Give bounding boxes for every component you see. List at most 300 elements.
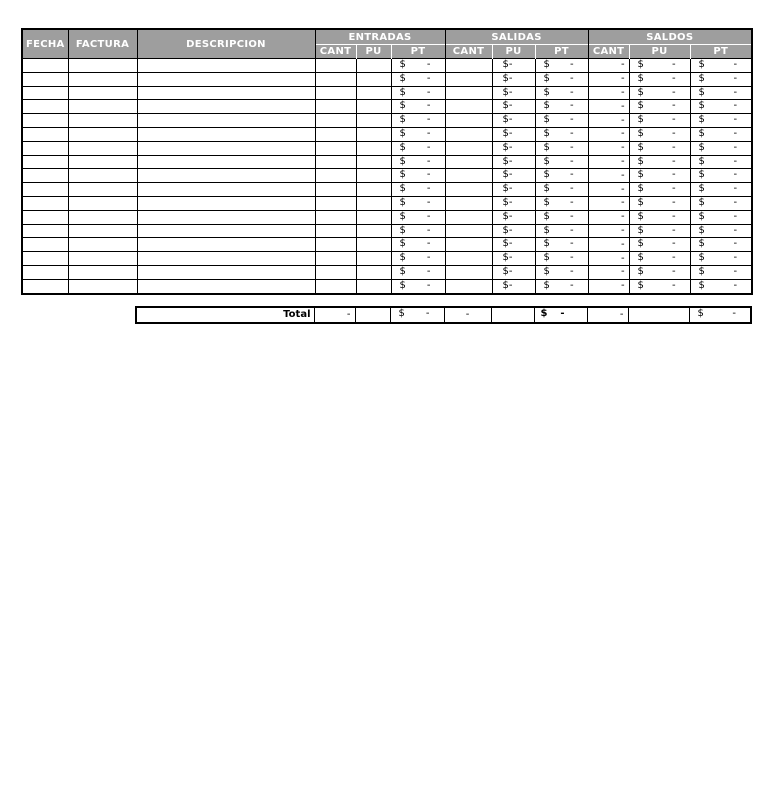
- cell-entradas-pt: [391, 155, 445, 169]
- cell-salidas-pu[interactable]: [492, 210, 535, 224]
- currency-symbol: $: [543, 114, 550, 126]
- currency-symbol: $: [698, 141, 705, 153]
- amount: -: [569, 169, 574, 181]
- cell-fecha[interactable]: [22, 279, 68, 293]
- cell-salidas-pu[interactable]: [492, 114, 535, 128]
- table-row: [22, 265, 752, 279]
- currency-symbol: $: [543, 252, 550, 264]
- cell-saldos-pt: [690, 196, 752, 210]
- amount: -: [426, 72, 431, 84]
- cell-fecha[interactable]: [22, 265, 68, 279]
- cell-descripcion[interactable]: [137, 252, 315, 266]
- cell-entradas-pt: [391, 114, 445, 128]
- cell-entradas-pt: [391, 100, 445, 114]
- currency-symbol: $: [399, 141, 406, 153]
- cell-entradas-pu[interactable]: [356, 141, 391, 155]
- cell-salidas-pt: [535, 238, 588, 252]
- amount: -: [508, 265, 513, 277]
- cell-saldos-pu: [629, 196, 690, 210]
- currency-symbol: $: [543, 196, 550, 208]
- cell-entradas-pu[interactable]: [356, 183, 391, 197]
- amount: -: [671, 155, 676, 167]
- cell-descripcion[interactable]: [137, 183, 315, 197]
- currency-symbol: $: [502, 252, 509, 264]
- cell-entradas-pt: [391, 224, 445, 238]
- amount: -: [560, 308, 565, 319]
- cell-saldos-pu: [629, 183, 690, 197]
- cell-saldos-pt: [690, 155, 752, 169]
- cell-factura[interactable]: [68, 210, 137, 224]
- amount: -: [426, 279, 431, 291]
- currency-symbol: $: [543, 210, 550, 222]
- cell-entradas-cant[interactable]: [315, 155, 356, 169]
- cell-saldos-cant: -: [588, 224, 629, 238]
- currency-symbol: $: [502, 100, 509, 112]
- currency-symbol: $: [399, 86, 406, 98]
- cell-saldos-pu: [629, 265, 690, 279]
- cell-fecha[interactable]: [22, 238, 68, 252]
- table-row: [22, 114, 752, 128]
- amount: -: [569, 59, 574, 70]
- cell-entradas-cant[interactable]: [315, 238, 356, 252]
- cell-salidas-cant[interactable]: [445, 114, 492, 128]
- currency-symbol: $: [637, 59, 644, 70]
- cell-entradas-pt: [391, 265, 445, 279]
- cell-fecha[interactable]: [22, 141, 68, 155]
- header-fecha: FECHA: [22, 29, 68, 59]
- currency-symbol: $: [502, 279, 509, 291]
- cell-salidas-cant[interactable]: [445, 210, 492, 224]
- cell-salidas-cant[interactable]: [445, 155, 492, 169]
- cell-salidas-cant[interactable]: [445, 72, 492, 86]
- currency-symbol: $: [698, 100, 705, 112]
- table-row: [22, 196, 752, 210]
- amount: -: [671, 86, 676, 98]
- cell-descripcion[interactable]: [137, 59, 315, 73]
- cell-fecha[interactable]: [22, 59, 68, 73]
- cell-fecha[interactable]: [22, 86, 68, 100]
- cell-fecha[interactable]: [22, 169, 68, 183]
- cell-fecha[interactable]: [22, 72, 68, 86]
- amount: -: [733, 127, 738, 139]
- header-entradas-pu: PU: [356, 45, 391, 59]
- currency-symbol: $: [637, 210, 644, 222]
- currency-symbol: $: [543, 141, 550, 153]
- amount: -: [426, 100, 431, 112]
- cell-entradas-pt: [391, 59, 445, 73]
- cell-factura[interactable]: [68, 265, 137, 279]
- cell-descripcion[interactable]: [137, 196, 315, 210]
- cell-factura[interactable]: [68, 141, 137, 155]
- cell-factura[interactable]: [68, 59, 137, 73]
- amount: -: [426, 196, 431, 208]
- cell-factura[interactable]: [68, 86, 137, 100]
- totals-saldos-cant: -: [587, 307, 628, 323]
- cell-salidas-pu[interactable]: [492, 86, 535, 100]
- cell-salidas-pu[interactable]: [492, 183, 535, 197]
- cell-factura[interactable]: [68, 238, 137, 252]
- cell-salidas-pt: [535, 155, 588, 169]
- cell-saldos-cant: -: [588, 155, 629, 169]
- amount: -: [733, 183, 738, 195]
- cell-entradas-cant[interactable]: [315, 127, 356, 141]
- cell-salidas-pu[interactable]: [492, 224, 535, 238]
- currency-symbol: $: [697, 308, 704, 319]
- table-row: [22, 210, 752, 224]
- cell-salidas-pu[interactable]: [492, 141, 535, 155]
- cell-saldos-pt: [690, 141, 752, 155]
- cell-salidas-cant[interactable]: [445, 279, 492, 293]
- ledger-table: [21, 28, 753, 295]
- currency-symbol: $: [637, 279, 644, 291]
- cell-entradas-cant[interactable]: [315, 183, 356, 197]
- currency-symbol: $: [502, 59, 509, 70]
- cell-saldos-cant: -: [588, 238, 629, 252]
- amount: -: [733, 252, 738, 264]
- cell-salidas-cant[interactable]: [445, 224, 492, 238]
- cell-descripcion[interactable]: [137, 141, 315, 155]
- currency-symbol: $: [502, 224, 509, 236]
- amount: -: [733, 169, 738, 181]
- totals-salidas-cant: -: [444, 307, 491, 323]
- amount: -: [508, 72, 513, 84]
- cell-factura[interactable]: [68, 279, 137, 293]
- currency-symbol: $: [399, 265, 406, 277]
- cell-descripcion[interactable]: [137, 210, 315, 224]
- currency-symbol: $: [502, 210, 509, 222]
- cell-salidas-pt: [535, 224, 588, 238]
- amount: -: [671, 196, 676, 208]
- cell-entradas-pt: [391, 183, 445, 197]
- cell-salidas-pt: [535, 72, 588, 86]
- cell-entradas-pu[interactable]: [356, 100, 391, 114]
- amount: -: [671, 114, 676, 126]
- cell-salidas-cant[interactable]: [445, 169, 492, 183]
- cell-descripcion[interactable]: [137, 279, 315, 293]
- cell-salidas-pu[interactable]: [492, 127, 535, 141]
- header-saldos-pt: PT: [690, 45, 752, 59]
- currency-symbol: $: [698, 238, 705, 250]
- currency-symbol: $: [637, 155, 644, 167]
- cell-salidas-pt: [535, 141, 588, 155]
- currency-symbol: $: [698, 155, 705, 167]
- cell-saldos-cant: -: [588, 72, 629, 86]
- cell-entradas-cant[interactable]: [315, 169, 356, 183]
- cell-entradas-pu[interactable]: [356, 155, 391, 169]
- totals-saldos-pt: [689, 307, 751, 323]
- cell-descripcion[interactable]: [137, 100, 315, 114]
- cell-saldos-cant: -: [588, 210, 629, 224]
- cell-entradas-cant[interactable]: [315, 100, 356, 114]
- cell-salidas-cant[interactable]: [445, 238, 492, 252]
- cell-entradas-pu[interactable]: [356, 169, 391, 183]
- currency-symbol: $: [637, 86, 644, 98]
- amount: -: [671, 59, 676, 70]
- cell-saldos-pt: [690, 59, 752, 73]
- totals-label: Total: [136, 307, 314, 323]
- amount: -: [508, 252, 513, 264]
- cell-salidas-cant[interactable]: [445, 183, 492, 197]
- cell-salidas-cant[interactable]: [445, 141, 492, 155]
- table-row: [22, 224, 752, 238]
- cell-factura[interactable]: [68, 252, 137, 266]
- amount: -: [569, 183, 574, 195]
- amount: -: [671, 169, 676, 181]
- currency-symbol: $: [698, 169, 705, 181]
- currency-symbol: $: [637, 127, 644, 139]
- cell-saldos-pt: [690, 100, 752, 114]
- cell-entradas-pt: [391, 196, 445, 210]
- currency-symbol: $: [698, 210, 705, 222]
- cell-salidas-cant[interactable]: [445, 196, 492, 210]
- currency-symbol: $: [698, 224, 705, 236]
- currency-symbol: $: [399, 72, 406, 84]
- cell-entradas-cant[interactable]: [315, 72, 356, 86]
- currency-symbol: $: [637, 72, 644, 84]
- cell-entradas-pu[interactable]: [356, 238, 391, 252]
- cell-entradas-pu[interactable]: [356, 59, 391, 73]
- cell-entradas-pu[interactable]: [356, 224, 391, 238]
- cell-entradas-pu[interactable]: [356, 72, 391, 86]
- cell-fecha[interactable]: [22, 252, 68, 266]
- cell-salidas-pu[interactable]: [492, 169, 535, 183]
- table-row: [22, 100, 752, 114]
- cell-entradas-pt: [391, 279, 445, 293]
- cell-salidas-pu[interactable]: [492, 252, 535, 266]
- amount: -: [426, 155, 431, 167]
- cell-salidas-pu[interactable]: [492, 72, 535, 86]
- cell-descripcion[interactable]: [137, 265, 315, 279]
- cell-salidas-cant[interactable]: [445, 59, 492, 73]
- cell-saldos-pu: [629, 252, 690, 266]
- currency-symbol: $: [543, 169, 550, 181]
- cell-fecha[interactable]: [22, 210, 68, 224]
- cell-salidas-cant[interactable]: [445, 100, 492, 114]
- cell-descripcion[interactable]: [137, 72, 315, 86]
- cell-entradas-cant[interactable]: [315, 279, 356, 293]
- currency-symbol: $: [543, 59, 550, 70]
- currency-symbol: $: [543, 155, 550, 167]
- cell-entradas-pu[interactable]: [356, 114, 391, 128]
- cell-entradas-cant[interactable]: [315, 210, 356, 224]
- currency-symbol: $: [399, 183, 406, 195]
- cell-salidas-cant[interactable]: [445, 86, 492, 100]
- header-factura: FACTURA: [68, 29, 137, 59]
- amount: -: [569, 210, 574, 222]
- currency-symbol: $: [637, 252, 644, 264]
- currency-symbol: $: [399, 169, 406, 181]
- currency-symbol: $: [543, 224, 550, 236]
- cell-entradas-cant[interactable]: [315, 59, 356, 73]
- currency-symbol: $: [698, 279, 705, 291]
- totals-salidas-pu: [491, 307, 534, 323]
- amount: -: [508, 183, 513, 195]
- currency-symbol: $: [502, 86, 509, 98]
- cell-salidas-pu[interactable]: [492, 59, 535, 73]
- cell-saldos-pt: [690, 238, 752, 252]
- amount: -: [508, 279, 513, 291]
- currency-symbol: $: [399, 127, 406, 139]
- cell-saldos-pu: [629, 114, 690, 128]
- amount: -: [508, 238, 513, 250]
- cell-salidas-pu[interactable]: [492, 196, 535, 210]
- amount: -: [569, 86, 574, 98]
- cell-salidas-pt: [535, 127, 588, 141]
- table-row: [22, 155, 752, 169]
- cell-entradas-pu[interactable]: [356, 196, 391, 210]
- cell-entradas-pu[interactable]: [356, 210, 391, 224]
- currency-symbol: $: [637, 114, 644, 126]
- cell-factura[interactable]: [68, 169, 137, 183]
- amount: -: [733, 100, 738, 112]
- cell-fecha[interactable]: [22, 114, 68, 128]
- header-descripcion: DESCRIPCION: [137, 29, 315, 59]
- amount: -: [426, 86, 431, 98]
- cell-factura[interactable]: [68, 114, 137, 128]
- amount: -: [569, 238, 574, 250]
- cell-salidas-cant[interactable]: [445, 252, 492, 266]
- table-row: [22, 59, 752, 73]
- cell-entradas-cant[interactable]: [315, 196, 356, 210]
- totals-saldos-pu: [628, 307, 689, 323]
- cell-descripcion[interactable]: [137, 169, 315, 183]
- cell-fecha[interactable]: [22, 224, 68, 238]
- amount: -: [671, 141, 676, 153]
- cell-fecha[interactable]: [22, 183, 68, 197]
- cell-fecha[interactable]: [22, 100, 68, 114]
- cell-descripcion[interactable]: [137, 155, 315, 169]
- cell-entradas-pu[interactable]: [356, 252, 391, 266]
- amount: -: [426, 141, 431, 153]
- cell-salidas-pu[interactable]: [492, 279, 535, 293]
- currency-symbol: $: [502, 141, 509, 153]
- amount: -: [426, 169, 431, 181]
- header-entradas: ENTRADAS: [315, 29, 445, 45]
- currency-symbol: $: [399, 114, 406, 126]
- cell-fecha[interactable]: [22, 155, 68, 169]
- cell-factura[interactable]: [68, 224, 137, 238]
- currency-symbol: $: [543, 100, 550, 112]
- cell-entradas-cant[interactable]: [315, 252, 356, 266]
- amount: -: [569, 265, 574, 277]
- cell-descripcion[interactable]: [137, 238, 315, 252]
- currency-symbol: $: [637, 100, 644, 112]
- cell-salidas-cant[interactable]: [445, 265, 492, 279]
- cell-salidas-pt: [535, 265, 588, 279]
- cell-entradas-cant[interactable]: [315, 224, 356, 238]
- cell-salidas-pt: [535, 86, 588, 100]
- cell-factura[interactable]: [68, 155, 137, 169]
- cell-saldos-pu: [629, 238, 690, 252]
- currency-symbol: $: [698, 86, 705, 98]
- cell-entradas-pt: [391, 72, 445, 86]
- cell-saldos-cant: -: [588, 127, 629, 141]
- cell-descripcion[interactable]: [137, 86, 315, 100]
- cell-factura[interactable]: [68, 183, 137, 197]
- cell-saldos-pt: [690, 183, 752, 197]
- cell-factura[interactable]: [68, 196, 137, 210]
- cell-saldos-pt: [690, 210, 752, 224]
- currency-symbol: $: [399, 155, 406, 167]
- amount: -: [733, 196, 738, 208]
- cell-fecha[interactable]: [22, 127, 68, 141]
- currency-symbol: $: [502, 72, 509, 84]
- cell-saldos-cant: -: [588, 114, 629, 128]
- table-row: [22, 279, 752, 293]
- cell-fecha[interactable]: [22, 196, 68, 210]
- cell-saldos-pt: [690, 72, 752, 86]
- cell-salidas-pu[interactable]: [492, 155, 535, 169]
- cell-salidas-pu[interactable]: [492, 100, 535, 114]
- cell-entradas-cant[interactable]: [315, 265, 356, 279]
- amount: -: [733, 265, 738, 277]
- totals-entradas-pt: [390, 307, 444, 323]
- currency-symbol: $: [543, 279, 550, 291]
- currency-symbol: $: [698, 59, 705, 70]
- amount: -: [425, 308, 430, 319]
- table-row: [22, 183, 752, 197]
- header-saldos: SALDOS: [588, 29, 752, 45]
- cell-entradas-pu[interactable]: [356, 279, 391, 293]
- amount: -: [733, 210, 738, 222]
- currency-symbol: $: [502, 114, 509, 126]
- cell-entradas-pt: [391, 252, 445, 266]
- amount: -: [426, 210, 431, 222]
- cell-salidas-pt: [535, 210, 588, 224]
- currency-symbol: $: [399, 100, 406, 112]
- cell-salidas-cant[interactable]: [445, 127, 492, 141]
- cell-salidas-pu[interactable]: [492, 238, 535, 252]
- cell-entradas-pt: [391, 210, 445, 224]
- cell-factura[interactable]: [68, 100, 137, 114]
- cell-entradas-pu[interactable]: [356, 265, 391, 279]
- amount: -: [671, 210, 676, 222]
- amount: -: [671, 238, 676, 250]
- header-salidas-pu: PU: [492, 45, 535, 59]
- cell-saldos-cant: -: [588, 196, 629, 210]
- cell-entradas-pu[interactable]: [356, 86, 391, 100]
- cell-descripcion[interactable]: [137, 114, 315, 128]
- table-row: [22, 252, 752, 266]
- amount: -: [508, 169, 513, 181]
- currency-symbol: $: [399, 224, 406, 236]
- cell-entradas-cant[interactable]: [315, 114, 356, 128]
- cell-entradas-cant[interactable]: [315, 86, 356, 100]
- cell-entradas-cant[interactable]: [315, 141, 356, 155]
- cell-factura[interactable]: [68, 127, 137, 141]
- amount: -: [733, 141, 738, 153]
- header-salidas: SALIDAS: [445, 29, 588, 45]
- cell-saldos-pu: [629, 72, 690, 86]
- currency-symbol: $: [637, 238, 644, 250]
- table-row: [22, 169, 752, 183]
- cell-entradas-pu[interactable]: [356, 127, 391, 141]
- amount: -: [508, 59, 513, 70]
- cell-saldos-cant: -: [588, 252, 629, 266]
- cell-salidas-pt: [535, 183, 588, 197]
- amount: -: [508, 114, 513, 126]
- cell-saldos-pt: [690, 86, 752, 100]
- cell-descripcion[interactable]: [137, 224, 315, 238]
- cell-salidas-pu[interactable]: [492, 265, 535, 279]
- cell-saldos-cant: -: [588, 86, 629, 100]
- cell-saldos-cant: -: [588, 169, 629, 183]
- cell-saldos-pt: [690, 127, 752, 141]
- cell-factura[interactable]: [68, 72, 137, 86]
- amount: -: [569, 114, 574, 126]
- cell-descripcion[interactable]: [137, 127, 315, 141]
- currency-symbol: $: [540, 308, 548, 319]
